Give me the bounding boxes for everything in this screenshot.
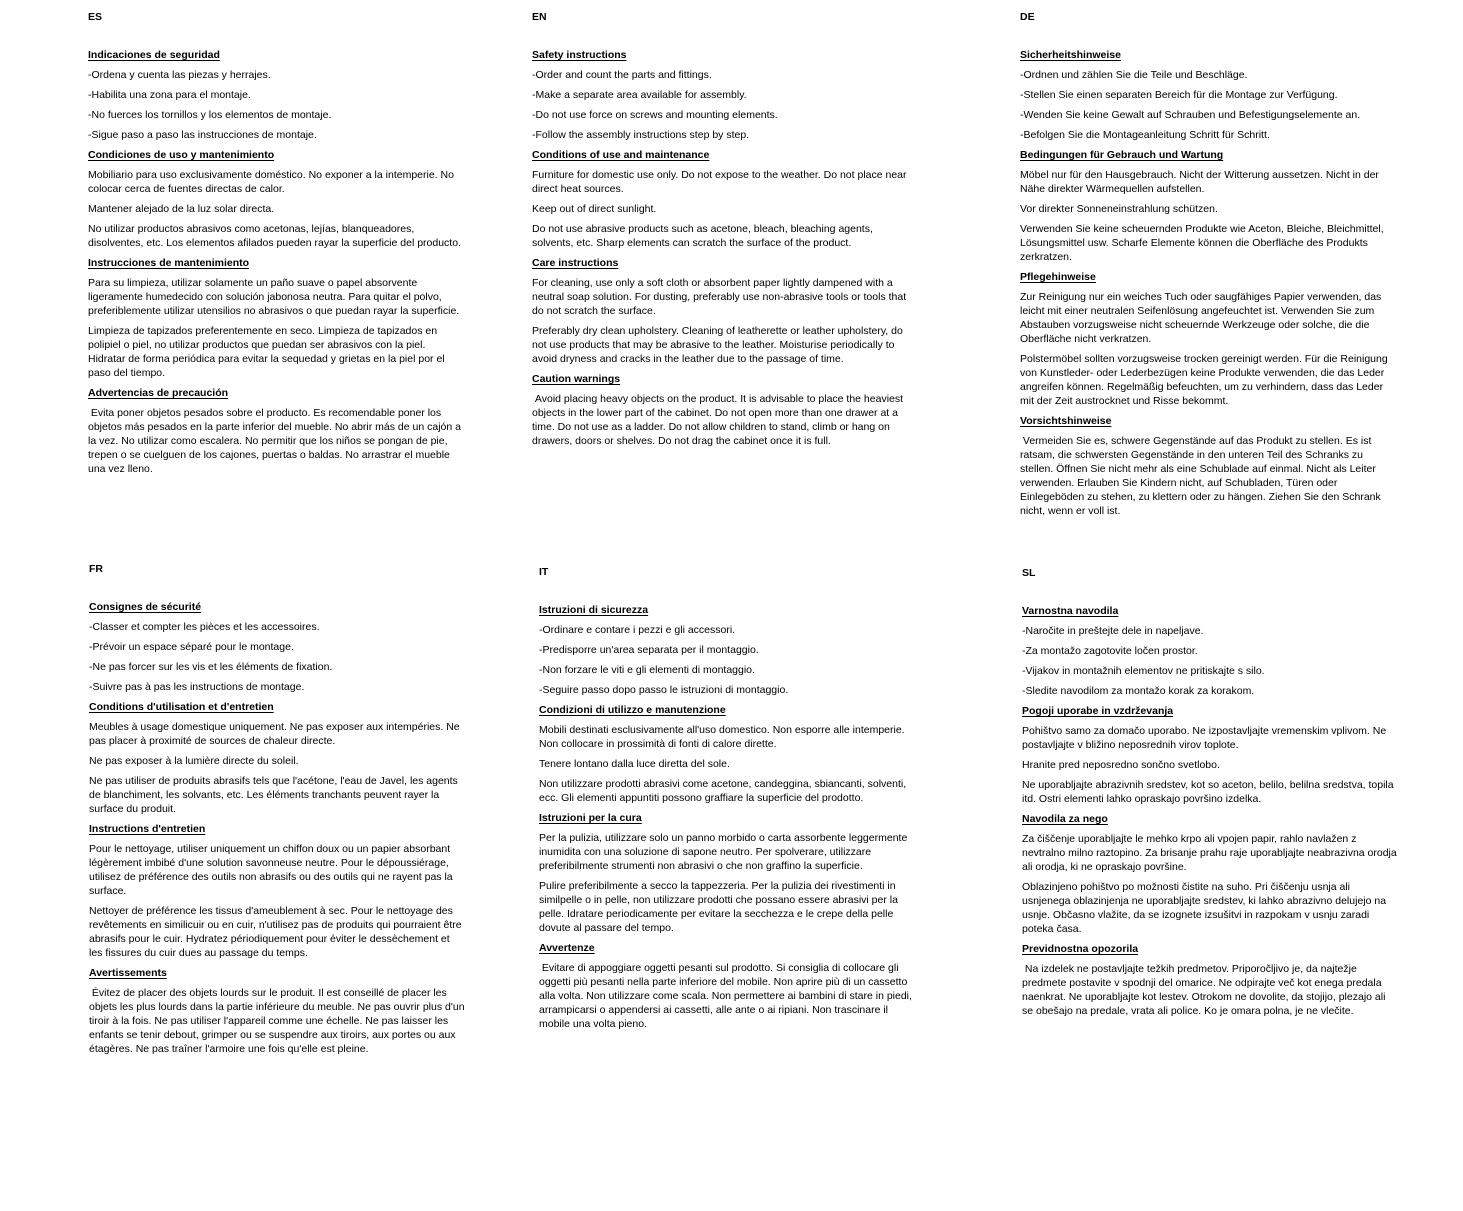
language-label-it: IT [539, 566, 549, 578]
language-label-sl: SL [1022, 567, 1036, 579]
section-heading: Indicaciones de seguridad [88, 49, 220, 61]
paragraph: Évitez de placer des objets lourds sur le produit. Il est conseillé de placer les objets les plus lourds dans la partie inférieure du meuble. Ne pas ouvrir plus d'un tiroir à la fois. Ne pas utiliser l'appareil comme une échelle. Ne pas laisser les enfants se tenir debout, grimper ou se suspendre aux tiroirs, aux portes ou aux étagères. Ne pas traîner l'armoire une fois qu'elle est pleine. [89, 987, 468, 1055]
section-fr [89, 562, 468, 1062]
paragraph: -Classer et compter les pièces et les accessoires. [89, 621, 320, 633]
paragraph: -Naročite in preštejte dele in napeljave. [1022, 625, 1204, 637]
section-blocks-en [532, 48, 908, 448]
section-heading: Consignes de sécurité [89, 601, 202, 613]
paragraph: -Habilita una zona para el montaje. [88, 89, 251, 101]
paragraph: Oblazinjeno pohištvo po možnosti čistite na suho. Pri čiščenju usnja ali usnjenega oblazinjenja ne uporabljajte sredstev, ki lahko abrazivno delujejo na usnje. Občasno vlažite, da se izognete izsušitvi in razpokam v usnju zaradi poteka časa. [1022, 881, 1389, 935]
section-heading: Istruzioni di sicurezza [539, 604, 649, 616]
paragraph: Per la pulizia, utilizzare solo un panno morbido o carta assorbente leggermente inumidita con una soluzione di sapone neutro. Per spolverare, utilizzare preferibilmente strumenti non abrasivi o che non graffino la superficie. [539, 832, 911, 872]
section-sl [1022, 566, 1398, 1024]
paragraph: -Non forzare le viti e gli elementi di montaggio. [539, 664, 755, 676]
section-en [532, 10, 908, 454]
paragraph: Do not use abrasive products such as acetone, bleach, bleaching agents, solvents, etc. Sharp elements can scratch the surface of the product. [532, 223, 876, 249]
paragraph: Evita poner objetos pesados sobre el producto. Es recomendable poner los objetos más pesados en la parte inferior del mueble. No abrir más de un cajón a la vez. No utilizar como escalera. No permitir que los niños se pongan de pie, trepen o se cuelguen de los cajones, puertas o baldas. No arrastrar el mueble una vez lleno. [88, 407, 464, 475]
paragraph: Hranite pred neposredno sončno svetlobo. [1022, 759, 1220, 771]
paragraph: -Stellen Sie einen separaten Bereich für die Montage zur Verfügung. [1020, 89, 1338, 101]
paragraph: -Sigue paso a paso las instrucciones de montaje. [88, 129, 317, 141]
paragraph: Möbel nur für den Hausgebrauch. Nicht der Witterung aussetzen. Nicht in der Nähe direkter Wärmequellen aufstellen. [1020, 169, 1382, 195]
paragraph: Keep out of direct sunlight. [532, 203, 657, 215]
paragraph: Pohištvo samo za domačo uporabo. Ne izpostavljajte vremenskim vplivom. Ne postavljajte v bližino neposrednih virov toplote. [1022, 725, 1390, 751]
section-heading: Avvertenze [539, 942, 595, 954]
paragraph: Mantener alejado de la luz solar directa. [88, 203, 275, 215]
paragraph: Preferably dry clean upholstery. Cleaning of leatherette or leather upholstery, do not use products that may be abrasive to the leather. Moisturise periodically to avoid dryness and cracks in the leather due to the passage of time. [532, 325, 906, 365]
paragraph: -No fuerces los tornillos y los elementos de montaje. [88, 109, 332, 121]
paragraph: Meubles à usage domestique uniquement. Ne pas exposer aux intempéries. Ne pas placer à proximité de sources de chaleur directe. [89, 721, 463, 747]
paragraph: -Order and count the parts and fittings. [532, 69, 712, 81]
paragraph: Ne pas exposer à la lumière directe du soleil. [89, 755, 299, 767]
section-heading: Condizioni di utilizzo e manutenzione [539, 704, 726, 716]
paragraph: For cleaning, use only a soft cloth or absorbent paper lightly dampened with a neutral soap solution. For dusting, preferably use non-abrasive tools or tools that do not scratch the surface. [532, 277, 910, 317]
paragraph: Polstermöbel sollten vorzugsweise trocken gereinigt werden. Für die Reinigung von Kunstleder- oder Lederbezügen keine Produkte verwenden, die das Leder angreifen können. Regelmäßig befeuchten, um zu verhindern, dass das Leder mit der Zeit austrocknet und Risse bekommt. [1020, 353, 1391, 407]
section-heading: Condiciones de uso y mantenimiento [88, 149, 275, 161]
paragraph: -Wenden Sie keine Gewalt auf Schrauben und Befestigungselemente an. [1020, 109, 1361, 121]
paragraph: Mobiliario para uso exclusivamente doméstico. No exponer a la intemperie. No colocar cerca de fuentes directas de calor. [88, 169, 457, 195]
paragraph: Verwenden Sie keine scheuernden Produkte wie Aceton, Bleiche, Bleichmittel, Lösungsmittel usw. Scharfe Elemente können die Oberfläche des Produkts zerkratzen. [1020, 223, 1387, 263]
paragraph: Avoid placing heavy objects on the product. It is advisable to place the heaviest objects in the lower part of the cabinet. Do not open more than one drawer at a time. Do not use as a ladder. Do not allow children to stand, climb or hang on drawers, doors or shelves. Do not drag the cabinet once it is full. [532, 393, 906, 447]
section-it [539, 565, 915, 1037]
section-heading: Safety instructions [532, 49, 627, 61]
paragraph: Na izdelek ne postavljajte težkih predmetov. Priporočljivo je, da najtežje predmete postavite v spodnji del omarice. Ne odpirajte več kot enega predala naenkrat. Ne uporabljajte kot lestev. Otrokom ne dovolite, da stojijo, plezajo ali se obešajo na predale, vrata ali police. Ko je omara polna, je ne vlečite. [1022, 963, 1389, 1017]
section-blocks-sl [1022, 604, 1398, 1018]
paragraph: Vor direkter Sonneneinstrahlung schützen. [1020, 203, 1218, 215]
paragraph: Ne pas utiliser de produits abrasifs tels que l'acétone, l'eau de Javel, les agents de blanchiment, les solvants, etc. Les éléments tranchants peuvent rayer la surface du produit. [89, 775, 461, 815]
paragraph: -Follow the assembly instructions step by step. [532, 129, 750, 141]
paragraph: Vermeiden Sie es, schwere Gegenstände auf das Produkt zu stellen. Es ist ratsam, die schwersten Gegenstände in den unteren Teil des Schranks zu stellen. Öffnen Sie nicht mehr als eine Schublade auf einmal. Nicht als Leiter verwenden. Erlauben Sie Kindern nicht, auf Schubladen, Türen oder Einlegeböden zu stehen, zu klettern oder zu hängen. Ziehen Sie den Schrank nicht, wenn er voll ist. [1020, 435, 1384, 517]
section-blocks-fr [89, 600, 468, 1056]
paragraph: Za čiščenje uporabljajte le mehko krpo ali vpojen papir, rahlo navlažen z nevtralno milno raztopino. Za brisanje prahu raje uporabljajte neabrazivna orodja ali orodja, ki ne opraskajo površine. [1022, 833, 1400, 873]
paragraph: Pulire preferibilmente a secco la tappezzeria. Per la pulizia dei rivestimenti in similpelle o in pelle, non utilizzare prodotti che possano essere abrasivi per la pelle. Idratare periodicamente per evitare la secchezza e le crepe della pelle dovute al passare del tempo. [539, 880, 901, 934]
language-label-es: ES [88, 11, 103, 23]
section-heading: Bedingungen für Gebrauch und Wartung [1020, 149, 1224, 161]
paragraph: -Befolgen Sie die Montageanleitung Schritt für Schritt. [1020, 129, 1270, 141]
paragraph: -Vijakov in montažnih elementov ne pritiskajte s silo. [1022, 665, 1265, 677]
section-de [1020, 10, 1396, 524]
paragraph: -Ordnen und zählen Sie die Teile und Beschläge. [1020, 69, 1248, 81]
paragraph: -Za montažo zagotovite ločen prostor. [1022, 645, 1198, 657]
language-label-de: DE [1020, 11, 1035, 23]
paragraph: Tenere lontano dalla luce diretta del sole. [539, 758, 730, 770]
section-heading: Pogoji uporabe in vzdrževanja [1022, 705, 1174, 717]
section-heading: Sicherheitshinweise [1020, 49, 1121, 61]
paragraph: -Predisporre un'area separata per il montaggio. [539, 644, 759, 656]
section-blocks-es [88, 48, 464, 476]
section-heading: Navodila za nego [1022, 813, 1108, 825]
paragraph: Non utilizzare prodotti abrasivi come acetone, candeggina, sbiancanti, solventi, ecc. Gli elementi appuntiti possono graffiare la superficie del prodotto. [539, 778, 910, 804]
section-heading: Vorsichtshinweise [1020, 415, 1112, 427]
paragraph: -Ordinare e contare i pezzi e gli accessori. [539, 624, 736, 636]
paragraph: Zur Reinigung nur ein weiches Tuch oder saugfähiges Papier verwenden, das leicht mit einer neutralen Seifenlösung angefeuchtet ist. Verwenden Sie zum Abstauben vorzugsweise nicht scheuernde Werkzeuge oder solche, die die Oberfläche nicht verkratzen. [1020, 291, 1385, 345]
paragraph: Ne uporabljajte abrazivnih sredstev, kot so aceton, belilo, belilna sredstva, topila itd. Ostri elementi lahko opraskajo površino izdelka. [1022, 779, 1397, 805]
paragraph: No utilizar productos abrasivos como acetonas, lejías, blanqueadores, disolventes, etc. Los elementos afilados pueden rayar la superficie del producto. [88, 223, 461, 249]
section-heading: Pflegehinweise [1020, 271, 1096, 283]
section-heading: Advertencias de precaución [88, 387, 229, 399]
section-blocks-it [539, 603, 915, 1031]
paragraph: -Ne pas forcer sur les vis et les éléments de fixation. [89, 661, 333, 673]
language-label-en: EN [532, 11, 547, 23]
paragraph: Limpieza de tapizados preferentemente en seco. Limpieza de tapizados en polipiel o piel, no utilizar productos que puedan ser abrasivos con la piel. Hidratar de forma periódica para evitar la sequedad y grietas en la piel por el paso del tiempo. [88, 325, 448, 379]
section-heading: Previdnostna opozorila [1022, 943, 1139, 955]
section-heading: Istruzioni per la cura [539, 812, 642, 824]
paragraph: Evitare di appoggiare oggetti pesanti sul prodotto. Si consiglia di collocare gli oggetti più pesanti nella parte inferiore del mobile. Non aprire più di un cassetto alla volta. Non utilizzare come scala. Non permettere ai bambini di stare in piedi, arrampicarsi o appendersi ai cassetti, alle ante o ai ripiani. Non trascinare il mobile una volta pieno. [539, 962, 915, 1030]
section-heading: Conditions d'utilisation et d'entretien [89, 701, 274, 713]
paragraph: Pour le nettoyage, utiliser uniquement un chiffon doux ou un papier absorbant légèrement imbibé d'une solution savonneuse neutre. Pour le dépoussiérage, utilisez de préférence des outils non abrasifs ou des outils qui ne rayent pas la surface. [89, 843, 456, 897]
paragraph: -Suivre pas à pas les instructions de montage. [89, 681, 305, 693]
paragraph: -Do not use force on screws and mounting elements. [532, 109, 778, 121]
section-heading: Caution warnings [532, 373, 621, 385]
section-heading: Care instructions [532, 257, 619, 269]
paragraph: Para su limpieza, utilizar solamente un paño suave o papel absorvente ligeramente humedecido con solución jabonosa neutra. Para quitar el polvo, preferiblemente utilizar utensilios no abrasivos o que puedan rayar la superficie. [88, 277, 460, 317]
paragraph: -Prévoir un espace séparé pour le montage. [89, 641, 294, 653]
paragraph: Furniture for domestic use only. Do not expose to the weather. Do not place near direct heat sources. [532, 169, 910, 195]
section-heading: Instructions d'entretien [89, 823, 206, 835]
section-heading: Avertissements [89, 967, 167, 979]
section-blocks-de [1020, 48, 1396, 518]
paragraph: -Seguire passo dopo passo le istruzioni di montaggio. [539, 684, 789, 696]
paragraph: -Ordena y cuenta las piezas y herrajes. [88, 69, 271, 81]
section-heading: Instrucciones de mantenimiento [88, 257, 250, 269]
section-heading: Varnostna navodila [1022, 605, 1119, 617]
language-label-fr: FR [89, 563, 103, 575]
section-heading: Conditions of use and maintenance [532, 149, 710, 161]
paragraph: -Sledite navodilom za montažo korak za korakom. [1022, 685, 1255, 697]
paragraph: -Make a separate area available for assembly. [532, 89, 747, 101]
section-es [88, 10, 464, 482]
paragraph: Nettoyer de préférence les tissus d'ameublement à sec. Pour le nettoyage des revêtements en similicuir ou en cuir, n'utilisez pas de produits qui pourraient être abrasifs pour le cuir. Hydratez périodiquement pour éviter le dessèchement et les fissures du cuir dues au passage du temps. [89, 905, 465, 959]
paragraph: Mobili destinati esclusivamente all'uso domestico. Non esporre alle intemperie. Non collocare in prossimità di fonti di calore dirette. [539, 724, 908, 750]
